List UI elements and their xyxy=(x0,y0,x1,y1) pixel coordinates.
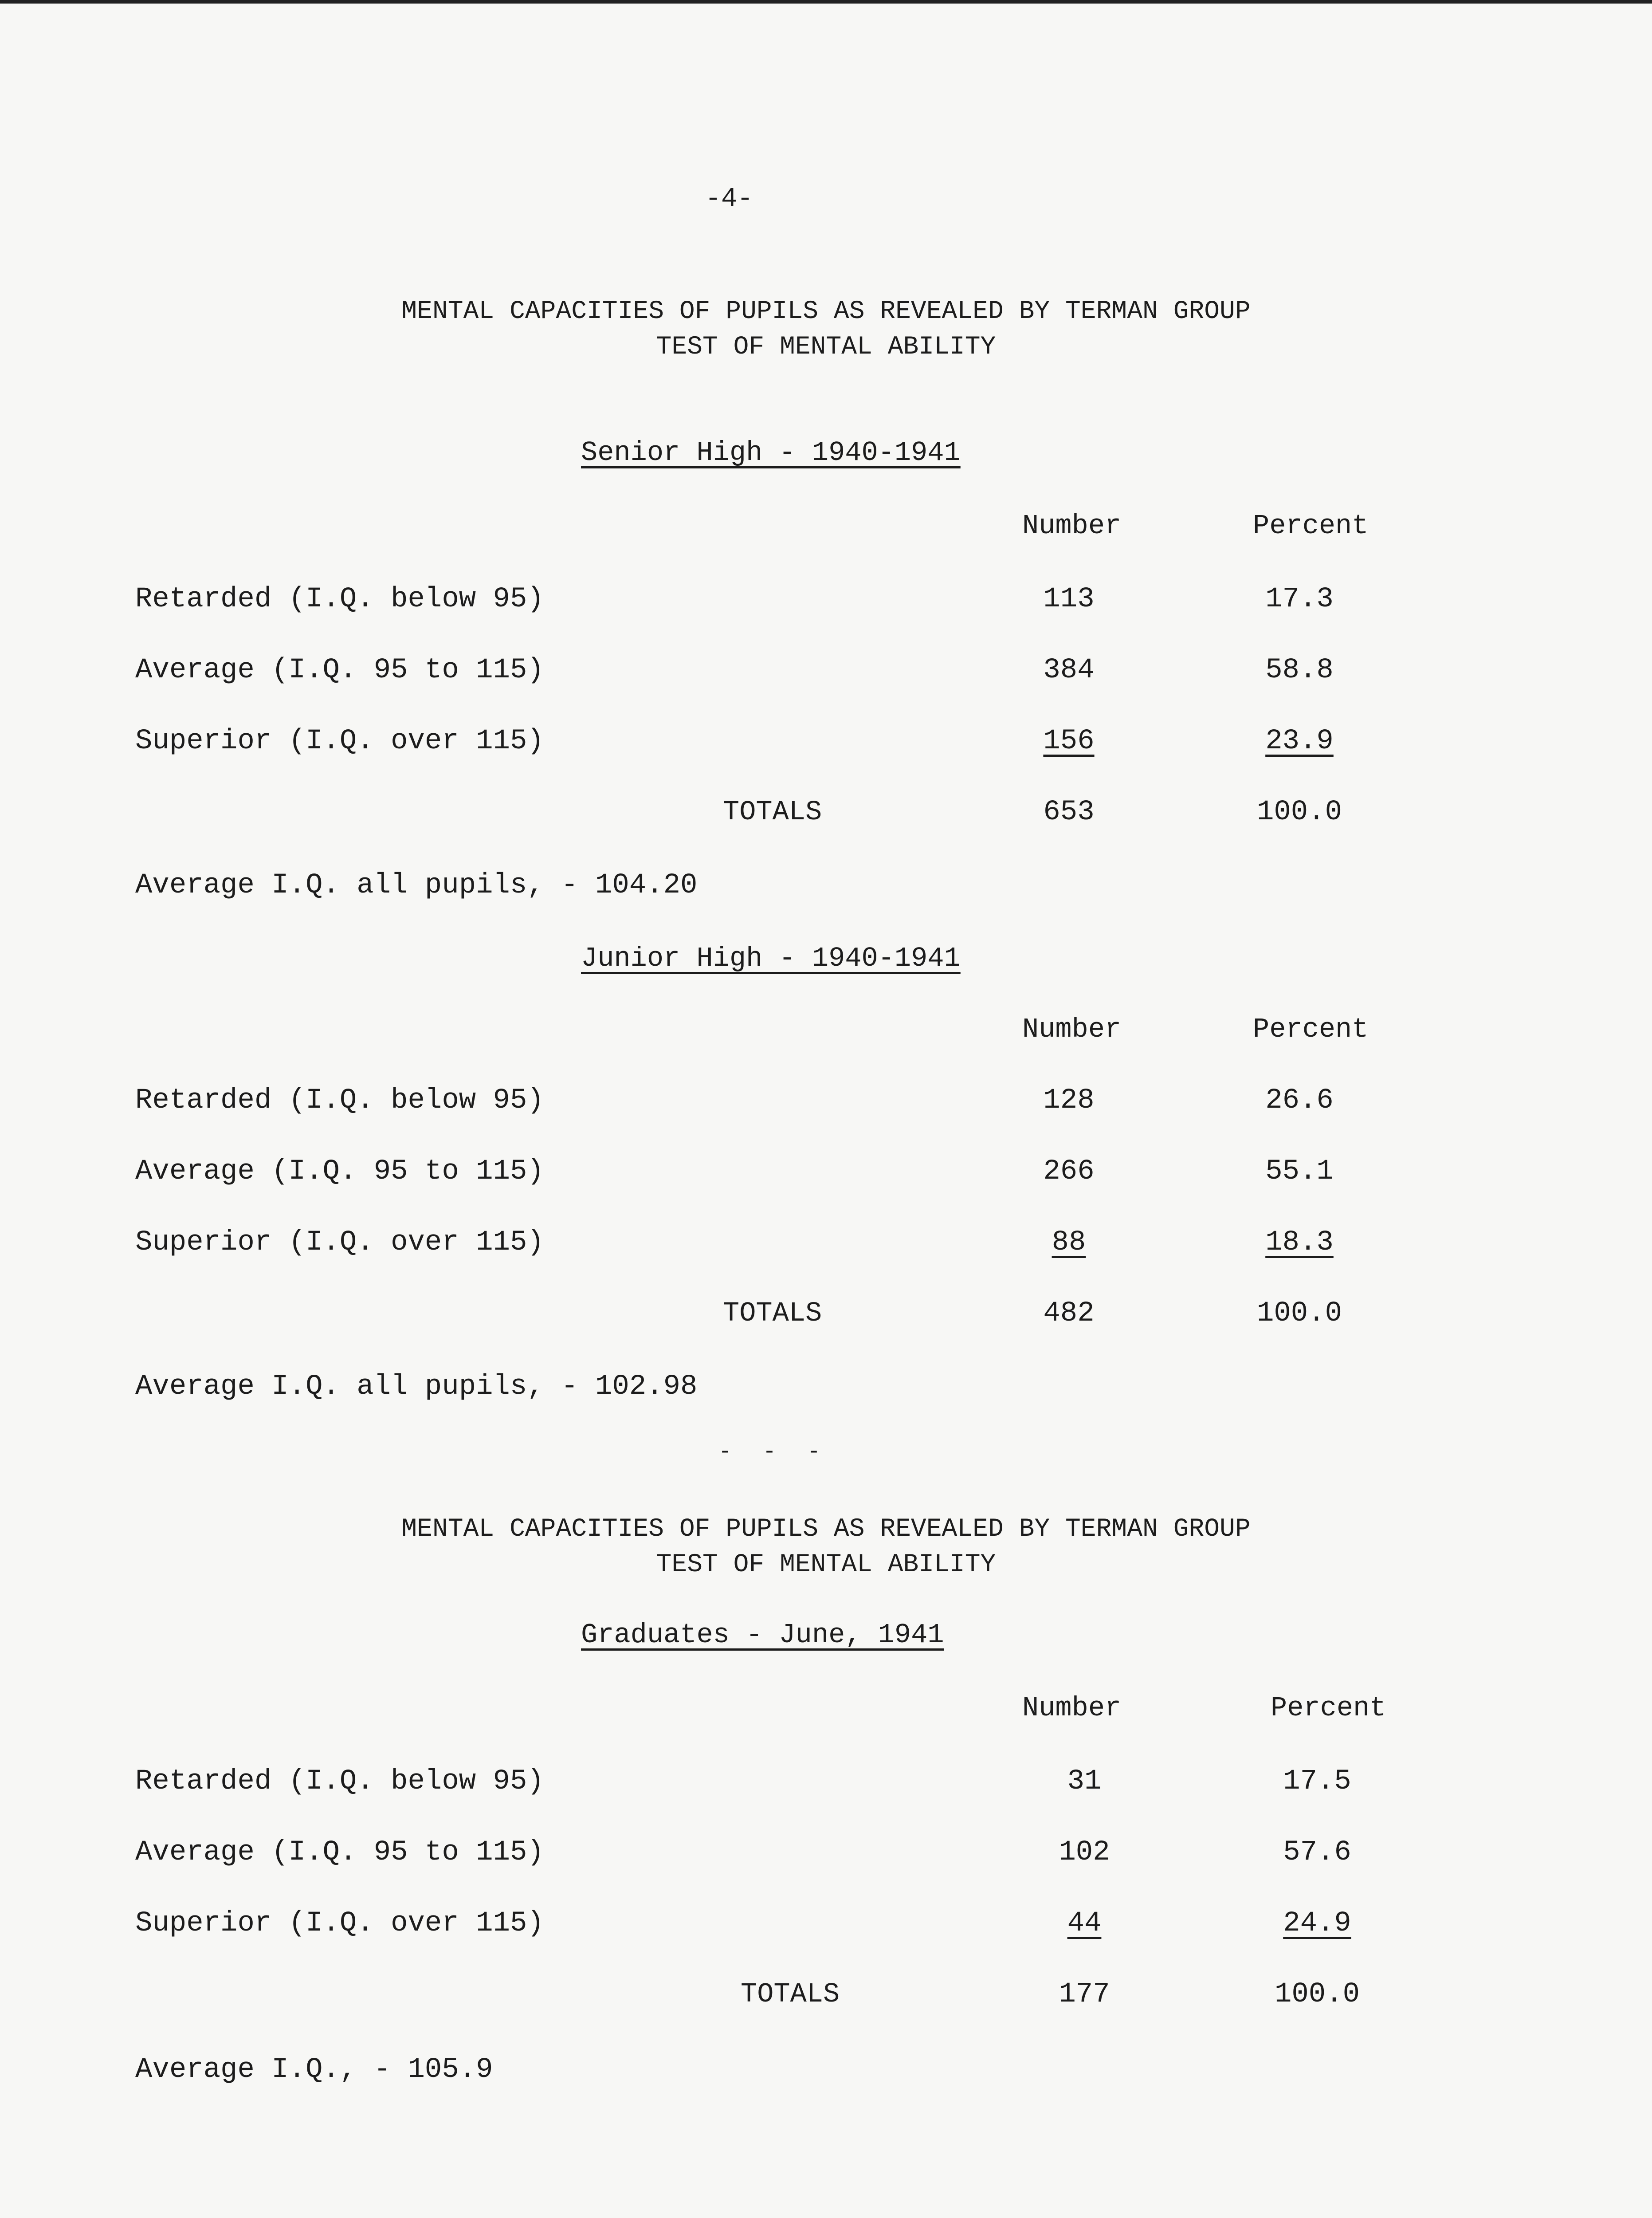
cell-number: 102 xyxy=(1059,1837,1110,1868)
cell-number: 384 xyxy=(1043,654,1095,686)
row-label-retarded: Retarded (I.Q. below 95) xyxy=(135,1766,544,1797)
total-number: 177 xyxy=(1059,1978,1110,2010)
column-header-percent: Percent xyxy=(1253,1014,1369,1045)
average-iq-senior-high: Average I.Q. all pupils, - 104.20 xyxy=(135,869,698,901)
average-iq-junior-high: Average I.Q. all pupils, - 102.98 xyxy=(135,1371,698,1403)
row-label-average: Average (I.Q. 95 to 115) xyxy=(135,654,544,686)
report-title-line-1: MENTAL CAPACITIES OF PUPILS AS REVEALED BY TERMAN GROUP xyxy=(401,297,1251,326)
cell-percent: 18.3 xyxy=(1265,1227,1334,1258)
total-percent: 100.0 xyxy=(1256,1298,1342,1329)
totals-label: TOTALS xyxy=(723,796,822,828)
row-label-superior: Superior (I.Q. over 115) xyxy=(135,1227,544,1258)
cell-percent: 17.3 xyxy=(1265,583,1334,615)
average-iq-graduates: Average I.Q., - 105.9 xyxy=(135,2054,493,2086)
cell-number: 128 xyxy=(1043,1085,1095,1117)
cell-percent: 58.8 xyxy=(1265,654,1334,686)
cell-percent: 23.9 xyxy=(1265,725,1334,757)
cell-number: 156 xyxy=(1043,725,1095,757)
row-label-superior: Superior (I.Q. over 115) xyxy=(135,1907,544,1939)
total-number: 482 xyxy=(1043,1298,1095,1329)
report-title-line-2: TEST OF MENTAL ABILITY xyxy=(656,333,996,362)
column-header-number: Number xyxy=(1022,1014,1122,1045)
scan-top-edge xyxy=(0,0,1652,4)
row-label-retarded: Retarded (I.Q. below 95) xyxy=(135,1085,544,1117)
section-heading-graduates: Graduates - June, 1941 xyxy=(581,1619,944,1651)
row-label-retarded: Retarded (I.Q. below 95) xyxy=(135,583,544,615)
total-number: 653 xyxy=(1043,796,1095,828)
total-percent: 100.0 xyxy=(1256,796,1342,828)
section-heading-senior-high: Senior High - 1940-1941 xyxy=(581,437,961,468)
row-label-average: Average (I.Q. 95 to 115) xyxy=(135,1156,544,1188)
cell-percent: 26.6 xyxy=(1265,1085,1334,1117)
row-label-superior: Superior (I.Q. over 115) xyxy=(135,725,544,757)
cell-percent: 55.1 xyxy=(1265,1156,1334,1188)
cell-number: 44 xyxy=(1067,1907,1102,1939)
totals-label: TOTALS xyxy=(723,1298,822,1329)
section-divider: - - - xyxy=(718,1439,830,1465)
cell-number: 113 xyxy=(1043,583,1095,615)
cell-number: 88 xyxy=(1052,1227,1086,1258)
totals-label: TOTALS xyxy=(741,1978,840,2010)
cell-number: 31 xyxy=(1067,1766,1102,1797)
column-header-percent: Percent xyxy=(1253,510,1369,542)
page-number: -4- xyxy=(705,184,753,214)
total-percent: 100.0 xyxy=(1274,1978,1360,2010)
cell-percent: 17.5 xyxy=(1283,1766,1351,1797)
cell-percent: 57.6 xyxy=(1283,1837,1351,1868)
column-header-number: Number xyxy=(1022,510,1122,542)
column-header-percent: Percent xyxy=(1271,1692,1386,1724)
cell-number: 266 xyxy=(1043,1156,1095,1188)
row-label-average: Average (I.Q. 95 to 115) xyxy=(135,1837,544,1868)
report-title-line-2: TEST OF MENTAL ABILITY xyxy=(656,1550,996,1579)
section-heading-junior-high: Junior High - 1940-1941 xyxy=(581,943,961,974)
cell-percent: 24.9 xyxy=(1283,1907,1351,1939)
report-title-line-1: MENTAL CAPACITIES OF PUPILS AS REVEALED BY TERMAN GROUP xyxy=(401,1515,1251,1544)
column-header-number: Number xyxy=(1022,1692,1122,1724)
